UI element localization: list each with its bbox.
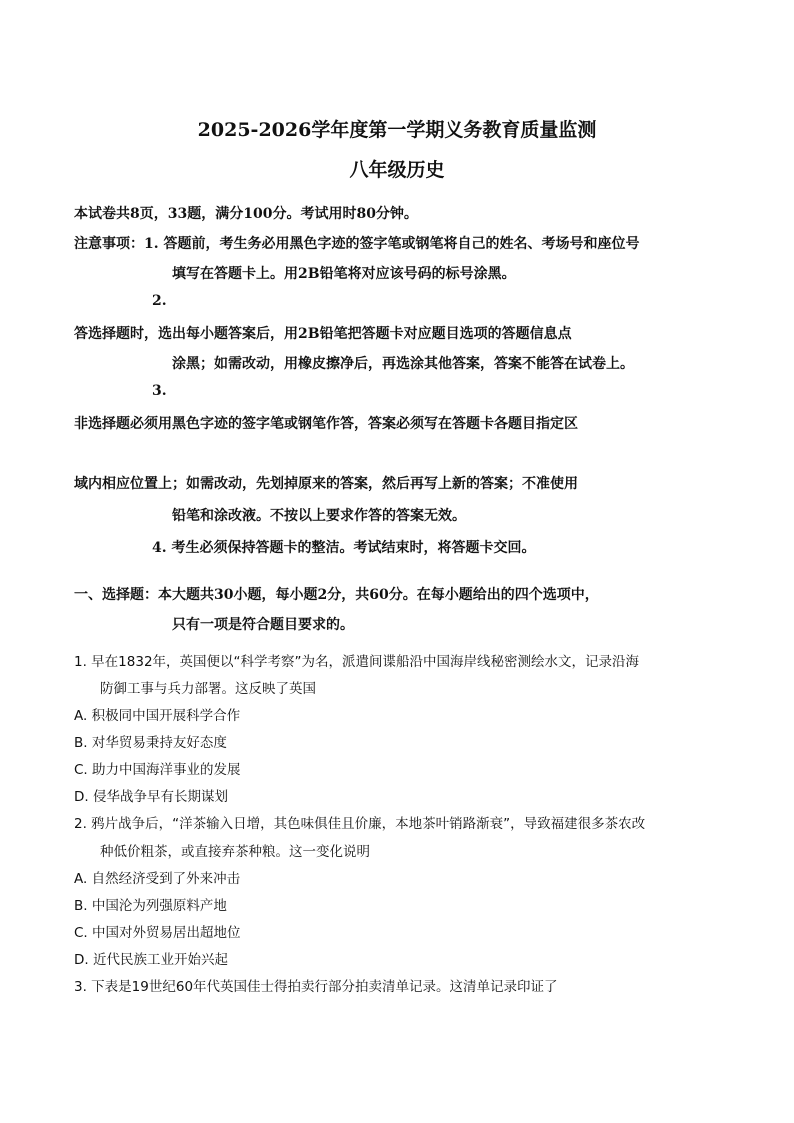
notes-line: 铅笔和涂改液。不按以上要求作答的答案无效。: [172, 508, 466, 524]
notes-line: 非选择题必须用黑色字迹的签字笔或钢笔作答，答案必须写在答题卡各题目指定区: [74, 416, 578, 432]
exam-intro: 本试卷共8页，33题，满分100分。考试用时80分钟。: [74, 206, 418, 222]
question-stem: 种低价粗茶，或直接弃茶种粮。这一变化说明: [100, 844, 370, 860]
notes-line: 填写在答题卡上。用2B铅笔将对应该号码的标号涂黑。: [172, 266, 516, 282]
question-option: A. 积极同中国开展科学合作: [74, 708, 241, 724]
notes-line: 答选择题时，选出每小题答案后，用2B铅笔把答题卡对应题目选项的答题信息点: [74, 326, 572, 342]
page-title: 2025-2026学年度第一学期义务教育质量监测: [197, 119, 597, 141]
notes-line: 域内相应位置上；如需改动，先划掉原来的答案，然后再写上新的答案；不准使用: [74, 476, 578, 492]
question-stem: 3. 下表是19世纪60年代英国佳士得拍卖行部分拍卖清单记录。这清单记录印证了: [74, 979, 558, 995]
section-heading: 只有一项是符合题目要求的。: [172, 617, 354, 633]
question-stem: 2. 鸦片战争后，“洋茶输入日增，其色味俱佳且价廉，本地茶叶销路渐衰”，导致福建很多茶农改: [74, 816, 646, 832]
question-option: B. 对华贸易秉持友好态度: [74, 735, 227, 751]
question-option: D. 侵华战争早有长期谋划: [74, 789, 228, 805]
notes-line: 注意事项：1. 答题前，考生务必用黑色字迹的签字笔或钢笔将自己的姓名、考场号和座位号: [74, 236, 640, 252]
notes-line: 2.: [152, 293, 167, 309]
question-option: C. 助力中国海洋事业的发展: [74, 762, 241, 778]
question-stem: 1. 早在1832年，英国便以“科学考察”为名，派遣间谍船沿中国海岸线秘密测绘水文，记录沿海: [74, 654, 640, 670]
section-heading: 一、选择题：本大题共30小题，每小题2分，共60分。在每小题给出的四个选项中，: [74, 587, 599, 603]
notes-line: 4. 考生必须保持答题卡的整洁。考试结束时，将答题卡交回。: [152, 540, 536, 556]
page-subtitle: 八年级历史: [349, 159, 445, 181]
question-option: D. 近代民族工业开始兴起: [74, 952, 228, 968]
question-stem: 防御工事与兵力部署。这反映了英国: [100, 681, 316, 697]
notes-line: 涂黑；如需改动，用橡皮擦净后，再选涂其他答案，答案不能答在试卷上。: [172, 356, 634, 372]
question-option: A. 自然经济受到了外来冲击: [74, 871, 241, 887]
notes-line: 3.: [152, 383, 167, 399]
question-option: C. 中国对外贸易居出超地位: [74, 925, 241, 941]
question-option: B. 中国沦为列强原料产地: [74, 898, 227, 914]
